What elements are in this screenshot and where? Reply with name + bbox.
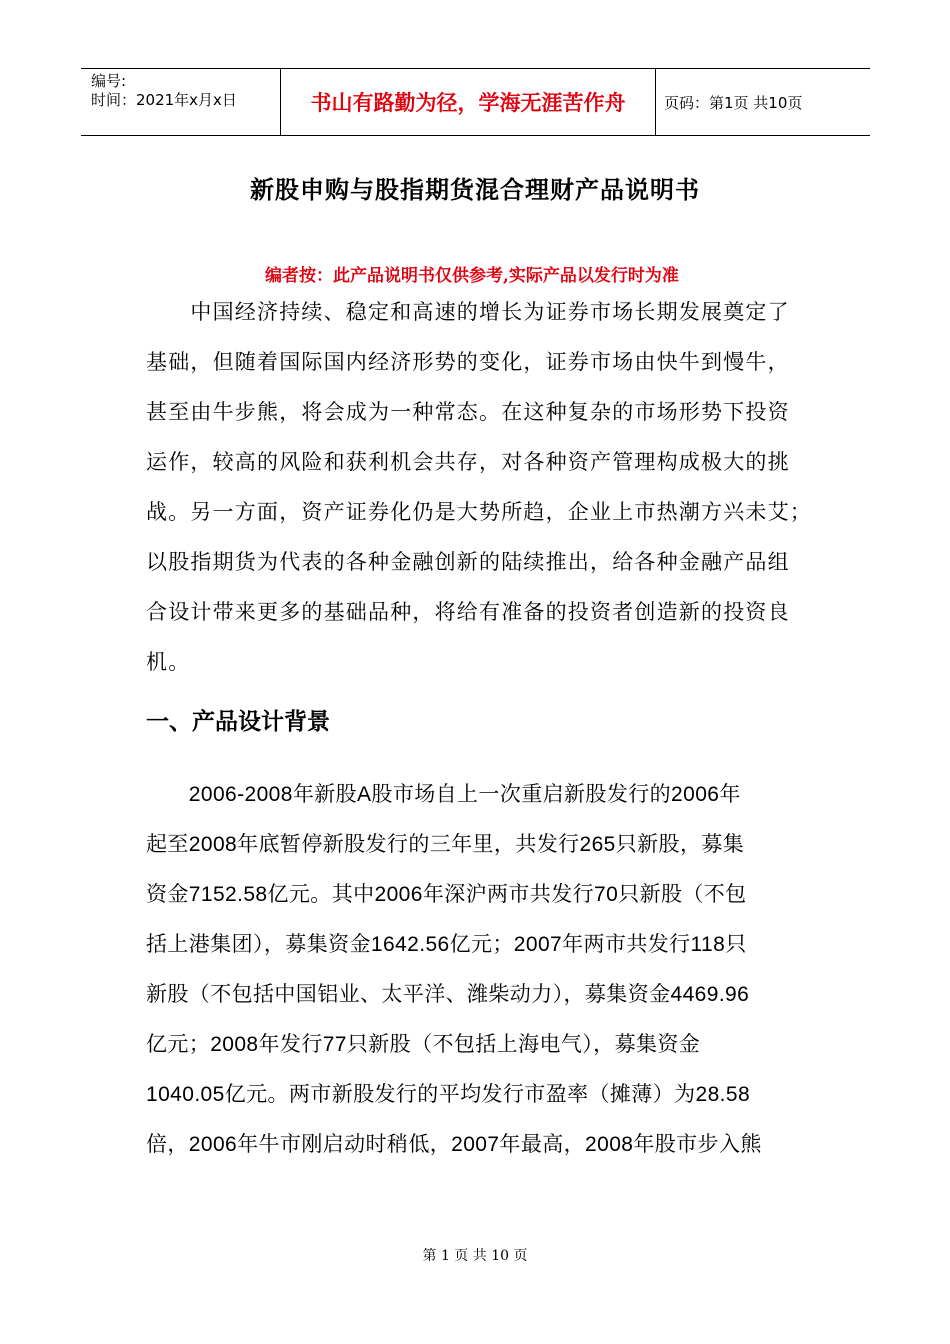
section1-line: 起至2008年底暂停新股发行的三年里，共发行265只新股，募集 [146,833,745,856]
intro-line: 运作，较高的风险和获利机会共存，对各种资产管理构成极大的挑 [146,450,790,474]
section1-line: 倍，2006年牛市刚启动时稍低，2007年最高，2008年股市步入熊 [146,1133,762,1156]
section1-paragraph [146,770,810,1170]
intro-line: 基础，但随着国际国内经济形势的变化，证券市场由快牛到慢牛， [146,350,790,374]
section-heading: 一、产品设计背景 [146,709,330,735]
intro-line: 以股指期货为代表的各种金融创新的陆续推出，给各种金融产品组 [146,550,790,574]
section1-line: 2006-2008年新股A股市场自上一次重启新股发行的2006年 [146,783,741,806]
document-title: 新股申购与股指期货混合理财产品说明书 [250,175,700,204]
header-motto: 书山有路勤为径，学海无涯苦作舟 [281,69,656,135]
intro-paragraph [146,287,810,687]
intro-line: 战。另一方面，资产证券化仍是大势所趋，企业上市热潮方兴未艾； [146,500,812,524]
section1-line: 1040.05亿元。两市新股发行的平均发行市盈率（摊薄）为28.58 [146,1083,751,1106]
document-number-label: 编号: [91,72,127,90]
section1-line: 亿元；2008年发行77只新股（不包括上海电气），募集资金 [146,1033,701,1056]
header-page-info: 页码：第1页 共10页 [664,93,803,112]
page-footer: 第 1 页 共 10 页 [422,1248,528,1264]
header-meta-cell [81,69,281,135]
section1-line: 资金7152.58亿元。其中2006年深沪两市共发行70只新股（不包 [146,883,747,906]
intro-line: 中国经济持续、稳定和高速的增长为证券市场长期发展奠定了 [146,300,790,324]
intro-line: 合设计带来更多的基础品种，将给有准备的投资者创造新的投资良 [146,600,790,624]
intro-line: 机。 [146,650,191,674]
intro-line: 甚至由牛步熊，将会成为一种常态。在这种复杂的市场形势下投资 [146,400,790,424]
document-time-label: 时间：2021年x月x日 [91,91,237,109]
editor-note: 编者按：此产品说明书仅供参考,实际产品以发行时为准 [265,266,679,286]
header-table [81,68,870,136]
section1-line: 新股（不包括中国铝业、太平洋、潍柴动力），募集资金4469.96 [146,983,750,1006]
section1-line: 括上港集团），募集资金1642.56亿元；2007年两市共发行118只 [146,933,747,956]
